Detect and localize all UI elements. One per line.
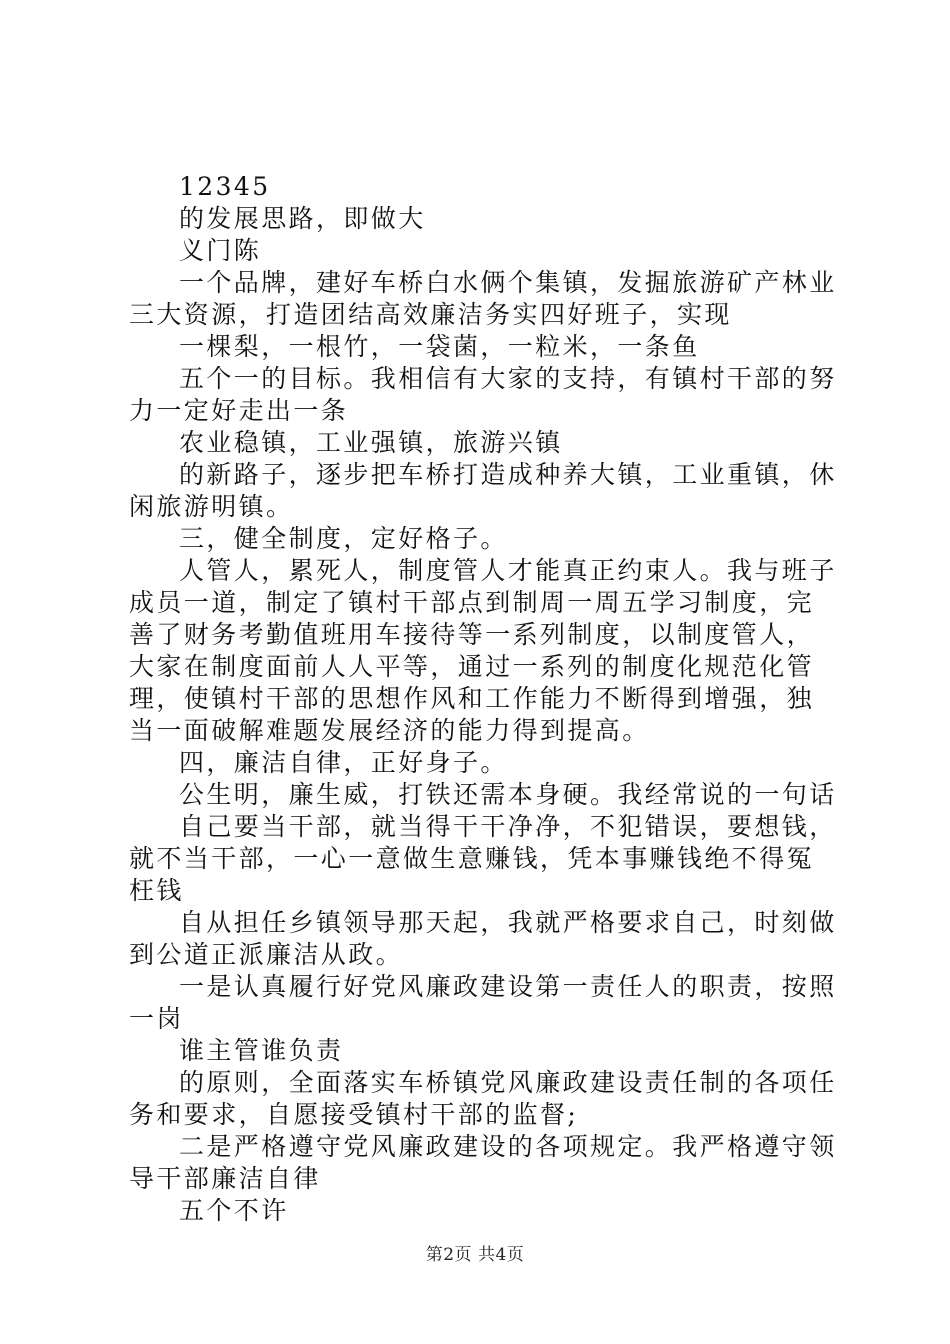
- paragraph: 一是认真履行好党风廉政建设第一责任人的职责，按照一岗: [129, 972, 837, 1033]
- paragraph: 自从担任乡镇领导那天起，我就严格要求自己，时刻做到公道正派廉洁从政。: [129, 908, 837, 969]
- paragraph: 义门陈: [179, 236, 262, 265]
- paragraph: 的发展思路，即做大: [179, 204, 426, 233]
- paragraph: 一棵梨，一根竹，一袋菌，一粒米，一条鱼: [179, 332, 700, 361]
- document-body: [129, 171, 841, 1227]
- paragraph: 五个不许: [179, 1196, 289, 1225]
- paragraph: 农业稳镇，工业强镇，旅游兴镇: [179, 428, 563, 457]
- paragraph: 的原则，全面落实车桥镇党风廉政建设责任制的各项任务和要求，自愿接受镇村干部的监督;: [129, 1068, 837, 1129]
- section-heading: 三，健全制度，定好格子。: [179, 524, 508, 553]
- paragraph: 公生明，廉生威，打铁还需本身硬。我经常说的一句话: [179, 780, 837, 809]
- paragraph: 人管人，累死人，制度管人才能真正约束人。我与班子成员一道，制定了镇村干部点到制周一周五学习制度，完善了财务考勤值班用车接待等一系列制度，以制度管人，大家在制度面前人人平等，通过一系列的制度化规范化管理，使镇村干部的思想作风和工作能力不断得到增强，独当一面破解难题发展经济的能力得到提高。: [129, 556, 837, 745]
- paragraph: 五个一的目标。我相信有大家的支持，有镇村干部的努力一定好走出一条: [129, 364, 837, 425]
- page-number-footer: 第2页 共4页: [425, 1245, 525, 1265]
- paragraph: 一个品牌，建好车桥白水俩个集镇，发掘旅游矿产林业三大资源，打造团结高效廉洁务实四好班子，实现: [129, 268, 837, 329]
- paragraph: 二是严格遵守党风廉政建设的各项规定。我严格遵守领导干部廉洁自律: [129, 1132, 837, 1193]
- paragraph: 自己要当干部，就当得干干净净，不犯错误，要想钱，就不当干部，一心一意做生意赚钱，凭本事赚钱绝不得冤枉钱: [129, 812, 837, 905]
- paragraph: 12345: [179, 172, 271, 201]
- paragraph: 的新路子，逐步把车桥打造成种养大镇，工业重镇，休闲旅游明镇。: [129, 460, 837, 521]
- section-heading: 四，廉洁自律，正好身子。: [179, 748, 508, 777]
- paragraph: 谁主管谁负责: [179, 1036, 344, 1065]
